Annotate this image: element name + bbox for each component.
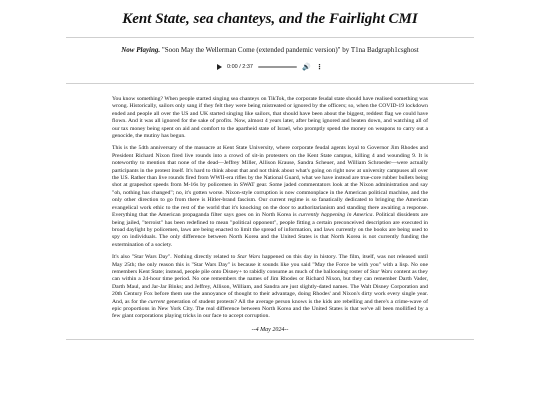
paragraph	[112, 254, 428, 321]
emphasis: current	[148, 298, 165, 305]
post-date: --4 May 2024--	[251, 326, 289, 333]
divider	[66, 37, 474, 38]
paragraph-text: happened on this day in history. The film, itself, was not released until May 25th; the only reason this is "Star Wars Day" is because it sounds like you said "May the Force be with you" with a lisp. No one remembers Kent State; instead, people pile onto Disney+ to rabidly consume as much of the ballooning roster of	[112, 254, 428, 275]
now-playing-label: Now Playing.	[121, 46, 161, 54]
now-playing	[0, 46, 540, 55]
volume-icon[interactable]: 🔊	[302, 63, 311, 71]
paragraph-text: generation of student protests? All the average person knows is the kids are rebelling and there's a crime-wave of epic proportions in New York City. The real difference between North Korea and the United States is that we've all been mollified by a few giant corporations playing tricks in our face to accept corruption.	[112, 298, 428, 320]
paragraph	[112, 96, 428, 140]
play-icon[interactable]	[217, 64, 222, 70]
paragraph-text: . Political dissidents are being jailed, "terroist" has been redefined to mean "political opponent", people fitting a certain preconceived description are executed in broad daylight by policemen, laws are being enacted to limit the spread of information, and laws currently on the books are being used to spy on individuals. The only difference between North Korea and the United States is that North Korea is not currently funding the extermination of a society.	[112, 212, 428, 248]
paragraph-text: It's also "Star Wars Day". Nothing directly related to	[112, 254, 238, 261]
page-title: Kent State, sea chanteys, and the Fairlight CMI	[122, 11, 418, 27]
more-options-icon[interactable]: ⋮	[316, 63, 323, 71]
paragraph-text: content as they can within a 24-hour time period. No one remembers the names of Jim Rhodes or Richard Nixon, but they can remember Darth Vader, Darth Maul, and Jar-Jar Binks; and Jeffrey, Allison, William, and Sandra are just slightly-dated names. The Walt Disney Corporation and 20th Century Fox before them use the annoyance of thought to their advantage, doing Rhodes' and Nixon's dirty work every single year. And, as for the	[112, 268, 428, 305]
paragraph-text: You know something? When people started singing sea chanteys on TikTok, the corporate feudal state should have realised something was wrong. Historically, sailors only sang if they felt they were being mistreated or ignored by the officers; so, when the COVID-19 lockdown ended and people all over the US and UK started singing like sailors, that should have been about the biggest, reddest flag we could have flown. And it was all ignored for the sake of profits. Now, almost 4 years later, after being ignored and beaten down, and watching all of our tax money being spent on aid and comfort to the apartheid state of Israel, who promptly spend the money on weapons to carry out a genocide, the mutiny has begun.	[112, 96, 428, 140]
paragraph	[112, 145, 428, 249]
emphasis: Star Wars	[369, 268, 393, 275]
paragraph-text: This is the 54th anniversary of the massacre at Kent State University, where corporate feudal agents loyal to Governor Jim Rhodes and President Richard Nixon fired live rounds into a crowd of sit-in protesters on the Kent State campus, killing 4 and wounding 9. It is noteworthy to mention that none of the dead—Jeffrey Miller, Allison Krause, Sandra Scheuer, and William Schroeder—were actually participants in the protest itself. It's hard to think about that and not think about what's going on right now at university campuses all over the US. Rather than live rounds fired from WWII-era rifles by the National Guard, what we have instead are true-core rubber bullets being shot at grapeshot speeds from M-16s by policemen in SWAT gear. Some jaded commentators look at the Nixon administration and say "oh, nothing has changed"; no, it's gotten worse. Nixon-style corruption is now commonplace in the American political machine, and the only other direction to go from there is Hitler-brand fascism. Our current regime is so fanatically dedicated to bringing the American evangelical work ethic to the rest of the world that it's knocking on the door to authoritarianism and standing there awaiting a response. Everything that the American propaganda filter says goes on in North Korea is	[112, 145, 428, 219]
article-body	[112, 96, 428, 321]
seek-bar[interactable]	[258, 66, 297, 68]
time-display: 0:00 / 2:37	[227, 64, 253, 70]
divider	[66, 339, 474, 340]
divider	[66, 83, 474, 84]
audio-player[interactable]	[217, 61, 323, 73]
emphasis: Star Wars	[237, 254, 261, 261]
now-playing-track: "Soon May the Wellerman Come (extended pandemic version)" by T1na Badgraph1csghost	[160, 46, 419, 54]
emphasis: currently happening in America	[298, 212, 373, 219]
